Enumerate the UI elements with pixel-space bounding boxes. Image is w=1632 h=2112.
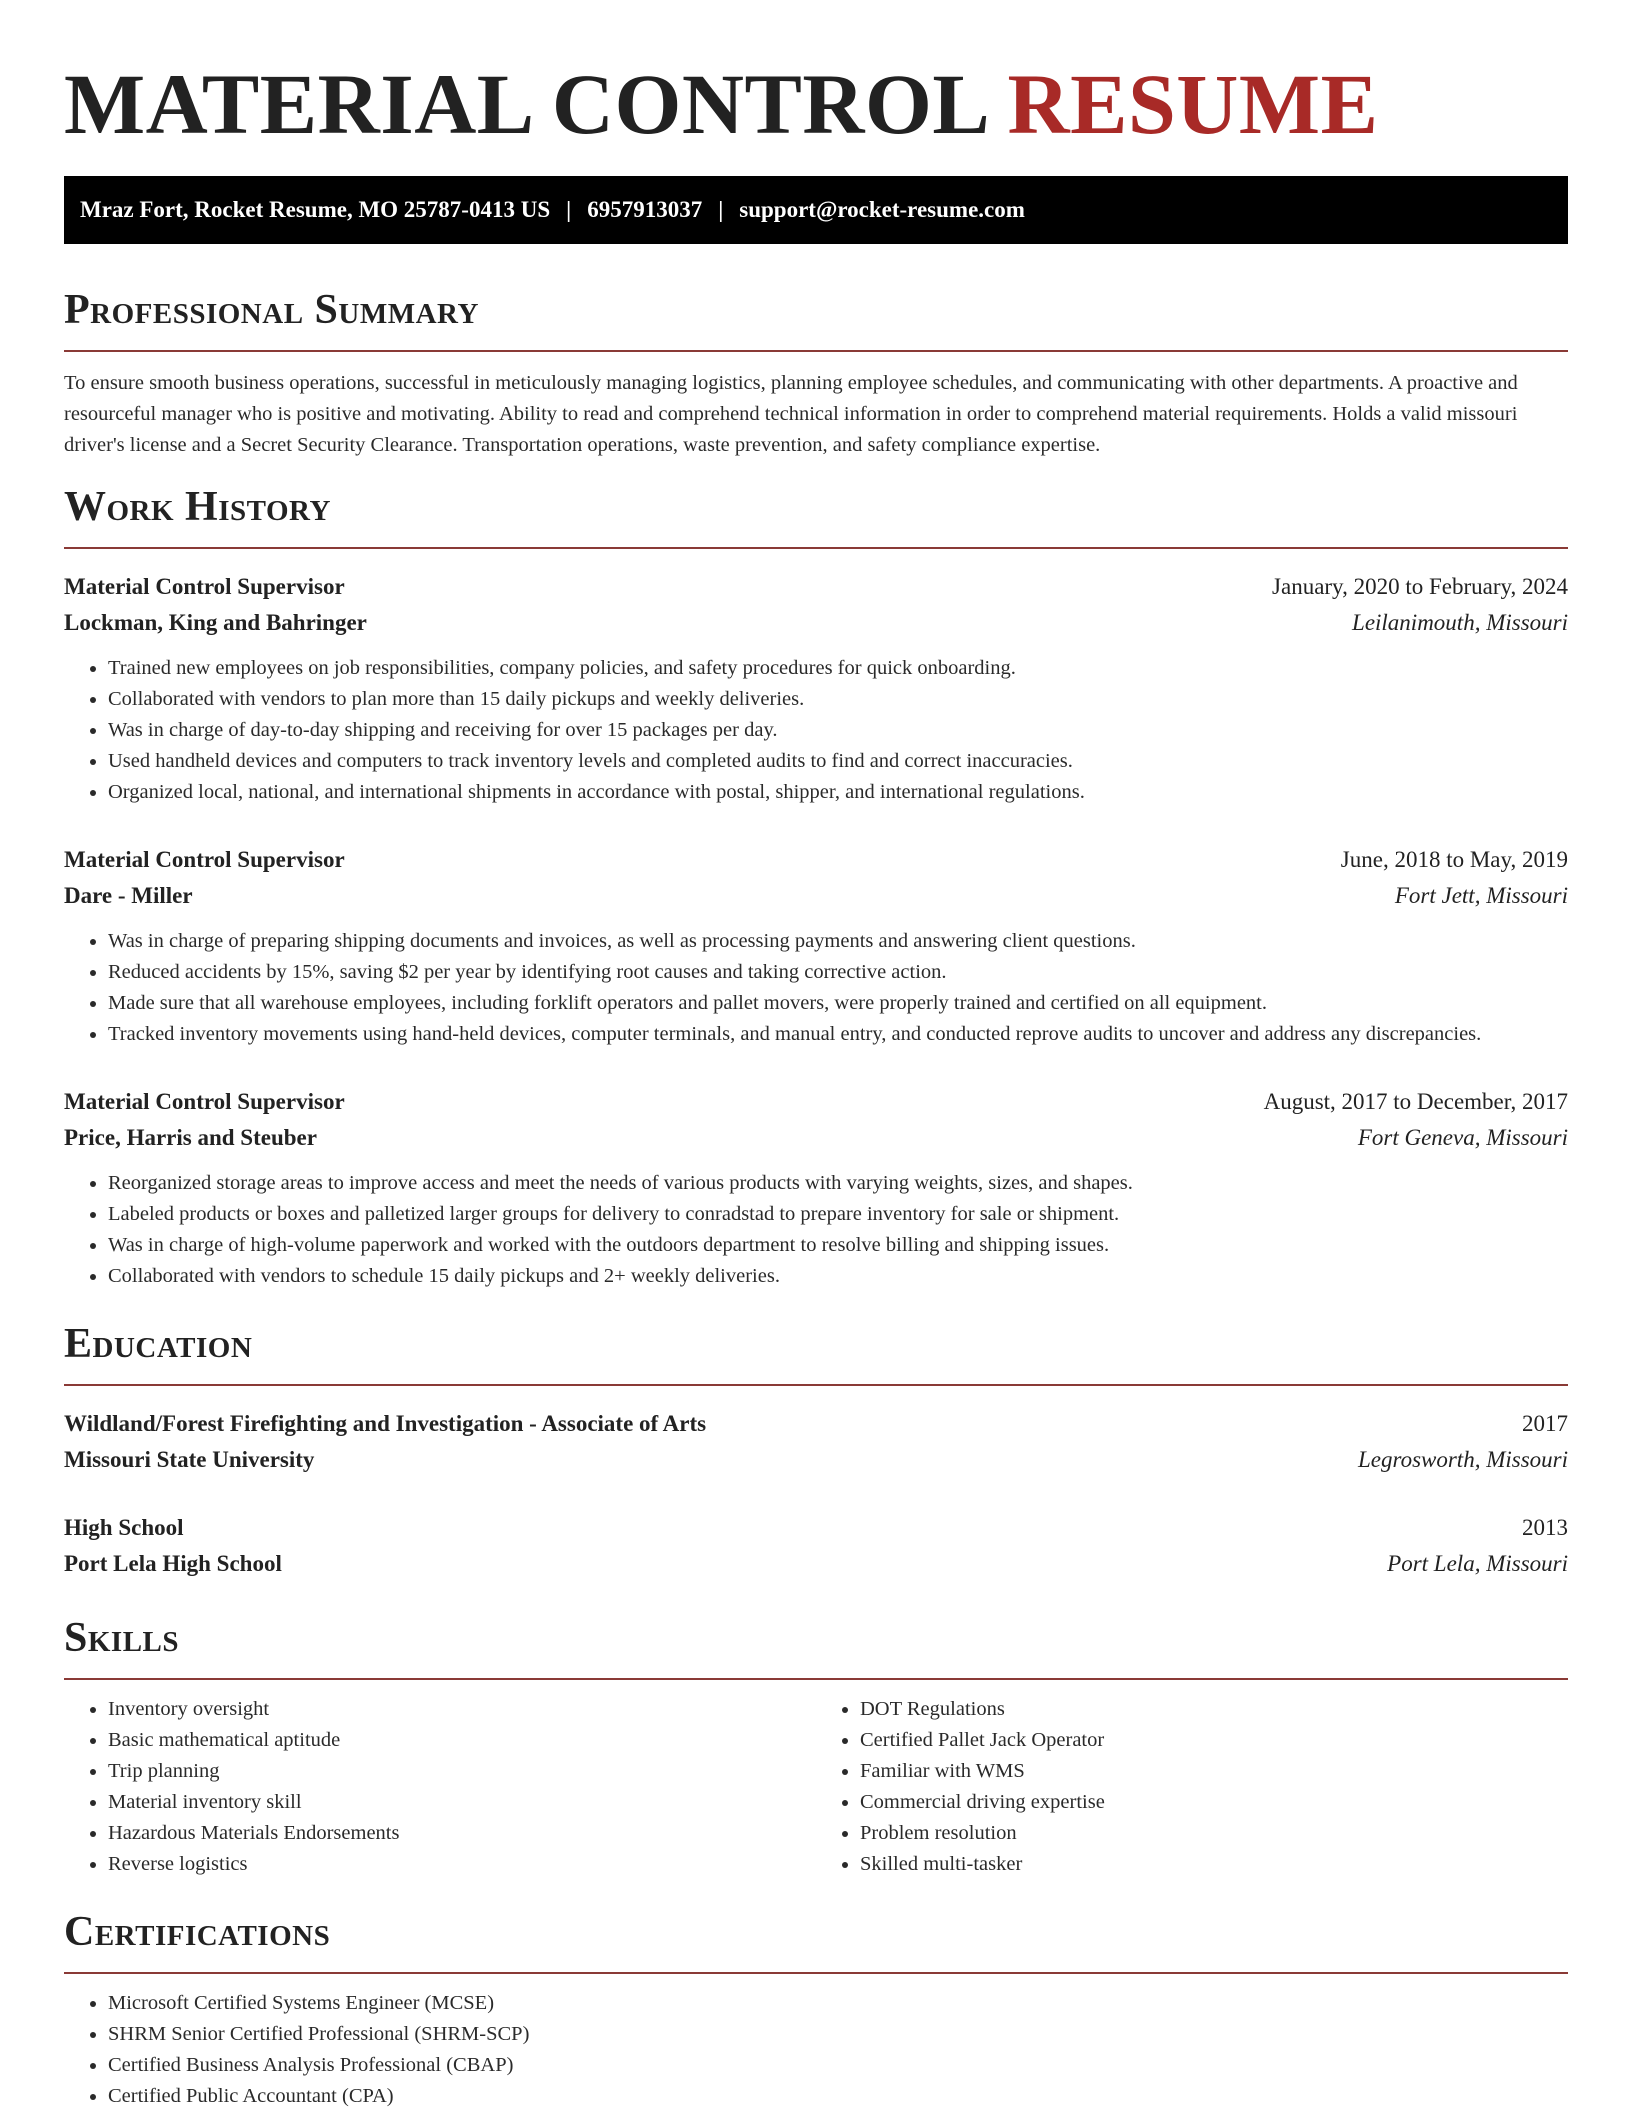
education-degree-row xyxy=(64,1510,1568,1546)
summary-text: To ensure smooth business operations, successful in meticulously managing logistics, planning employee schedules, and communicating with other departments. A proactive and resourceful manager who is positive and motivating. Ability to read and comprehend technical information in order to comprehend material requirements. Holds a valid missouri driver's license and a Secret Security Clearance. Transportation operations, waste prevention, and safety compliance expertise. xyxy=(64,372,1518,456)
education-entry xyxy=(64,1406,1568,1478)
education-school: Missouri State University xyxy=(64,1447,315,1472)
job-bullet: • Reduced accidents by 15%, saving $2 per year by identifying root causes and taking corrective action. xyxy=(108,957,1568,988)
certification-item: • Microsoft Certified Systems Engineer (MCSE) xyxy=(108,1988,1568,2019)
certification-item: • Certified Public Accountant (CPA) xyxy=(108,2081,1568,2112)
skill-item: • Reverse logistics xyxy=(108,1849,816,1880)
job-bullets xyxy=(64,926,1568,1050)
skills-section xyxy=(64,1612,1568,1880)
skill-item: • DOT Regulations xyxy=(860,1694,1568,1725)
skill-item: • Trip planning xyxy=(108,1756,816,1787)
job-dates: January, 2020 to February, 2024 xyxy=(1272,574,1568,599)
job-bullet: • Trained new employees on job responsibilities, company policies, and safety procedures for quick onboarding. xyxy=(108,653,1568,684)
skill-item: • Material inventory skill xyxy=(108,1787,816,1818)
education-school-row xyxy=(64,1442,1568,1478)
job-company: Dare - Miller xyxy=(64,883,193,908)
education-entry xyxy=(64,1510,1568,1582)
contact-separator: | xyxy=(718,197,724,222)
job-entry xyxy=(64,569,1568,808)
job-company: Lockman, King and Bahringer xyxy=(64,610,367,635)
skills-grid xyxy=(64,1694,1568,1880)
skill-item: • Basic mathematical aptitude xyxy=(108,1725,816,1756)
job-title-row xyxy=(64,569,1568,605)
education-degree-row xyxy=(64,1406,1568,1442)
certifications-section xyxy=(64,1906,1568,2112)
education-school-row xyxy=(64,1546,1568,1582)
job-bullet: • Was in charge of preparing shipping documents and invoices, as well as processing payments and answering client questions. xyxy=(108,926,1568,957)
certification-item: • SHRM Senior Certified Professional (SHRM-SCP) xyxy=(108,2019,1568,2050)
skill-item: • Certified Pallet Jack Operator xyxy=(860,1725,1568,1756)
resume-title-main: MATERIAL CONTROL xyxy=(64,56,986,152)
job-bullet: • Collaborated with vendors to schedule 15 daily pickups and 2+ weekly deliveries. xyxy=(108,1261,1568,1292)
work-history-heading: Work History xyxy=(64,481,1568,549)
certification-list xyxy=(64,1988,1568,2112)
certifications-heading: Certifications xyxy=(64,1906,1568,1974)
education-degree: Wildland/Forest Firefighting and Investigation - Associate of Arts xyxy=(64,1411,707,1436)
education-section xyxy=(64,1318,1568,1582)
summary-section xyxy=(64,284,1568,461)
skill-item: • Skilled multi-tasker xyxy=(860,1849,1568,1880)
skill-item: • Problem resolution xyxy=(860,1818,1568,1849)
job-location: Fort Geneva, Missouri xyxy=(1357,1125,1568,1150)
contact-separator: | xyxy=(566,197,572,222)
job-bullet: • Labeled products or boxes and palletized larger groups for delivery to conradstad to prepare inventory for sale or shipment. xyxy=(108,1199,1568,1230)
job-bullet: • Tracked inventory movements using hand-held devices, computer terminals, and manual entry, and conducted reprove audits to uncover and address any discrepancies. xyxy=(108,1019,1568,1050)
contact-address: Mraz Fort, Rocket Resume, MO 25787-0413 US xyxy=(80,197,551,222)
job-dates: June, 2018 to May, 2019 xyxy=(1340,847,1568,872)
job-bullet: • Reorganized storage areas to improve access and meet the needs of various products with varying weights, sizes, and shapes. xyxy=(108,1168,1568,1199)
contact-bar xyxy=(64,176,1568,244)
skill-item: • Commercial driving expertise xyxy=(860,1787,1568,1818)
job-dates: August, 2017 to December, 2017 xyxy=(1263,1089,1568,1114)
job-entry xyxy=(64,842,1568,1050)
job-bullet: • Organized local, national, and international shipments in accordance with postal, shipper, and international regulations. xyxy=(108,777,1568,808)
job-title-row xyxy=(64,1084,1568,1120)
job-company-row xyxy=(64,878,1568,914)
education-heading: Education xyxy=(64,1318,1568,1386)
job-title: Material Control Supervisor xyxy=(64,1089,345,1114)
resume-title xyxy=(64,56,1568,152)
job-location: Leilanimouth, Missouri xyxy=(1352,610,1568,635)
education-year: 2013 xyxy=(1522,1515,1568,1540)
skill-item: • Familiar with WMS xyxy=(860,1756,1568,1787)
job-bullet: • Collaborated with vendors to plan more than 15 daily pickups and weekly deliveries. xyxy=(108,684,1568,715)
summary-heading: Professional Summary xyxy=(64,284,1568,352)
contact-phone: 6957913037 xyxy=(587,197,703,222)
skills-column-right xyxy=(816,1694,1568,1880)
education-location: Legrosworth, Missouri xyxy=(1357,1447,1568,1472)
job-company-row xyxy=(64,605,1568,641)
work-history-section xyxy=(64,481,1568,1292)
skills-column-left xyxy=(64,1694,816,1880)
skills-heading: Skills xyxy=(64,1612,1568,1680)
resume-title-accent: RESUME xyxy=(1007,56,1379,152)
job-bullet: • Was in charge of day-to-day shipping and receiving for over 15 packages per day. xyxy=(108,715,1568,746)
education-year: 2017 xyxy=(1522,1411,1568,1436)
skill-item: • Inventory oversight xyxy=(108,1694,816,1725)
job-bullets xyxy=(64,653,1568,808)
skill-item: • Hazardous Materials Endorsements xyxy=(108,1818,816,1849)
job-title: Material Control Supervisor xyxy=(64,847,345,872)
job-bullet: • Used handheld devices and computers to track inventory levels and completed audits to find and correct inaccuracies. xyxy=(108,746,1568,777)
job-location: Fort Jett, Missouri xyxy=(1394,883,1568,908)
education-school: Port Lela High School xyxy=(64,1551,282,1576)
certification-item: • Certified Business Analysis Professional (CBAP) xyxy=(108,2050,1568,2081)
job-title-row xyxy=(64,842,1568,878)
job-bullet: • Made sure that all warehouse employees, including forklift operators and pallet movers, were properly trained and certified on all equipment. xyxy=(108,988,1568,1019)
job-title: Material Control Supervisor xyxy=(64,574,345,599)
job-bullet: • Was in charge of high-volume paperwork and worked with the outdoors department to resolve billing and shipping issues. xyxy=(108,1230,1568,1261)
education-degree: High School xyxy=(64,1515,184,1540)
job-entry xyxy=(64,1084,1568,1292)
education-location: Port Lela, Missouri xyxy=(1387,1551,1568,1576)
contact-email: support@rocket-resume.com xyxy=(739,197,1025,222)
job-bullets xyxy=(64,1168,1568,1292)
job-company: Price, Harris and Steuber xyxy=(64,1125,317,1150)
job-company-row xyxy=(64,1120,1568,1156)
